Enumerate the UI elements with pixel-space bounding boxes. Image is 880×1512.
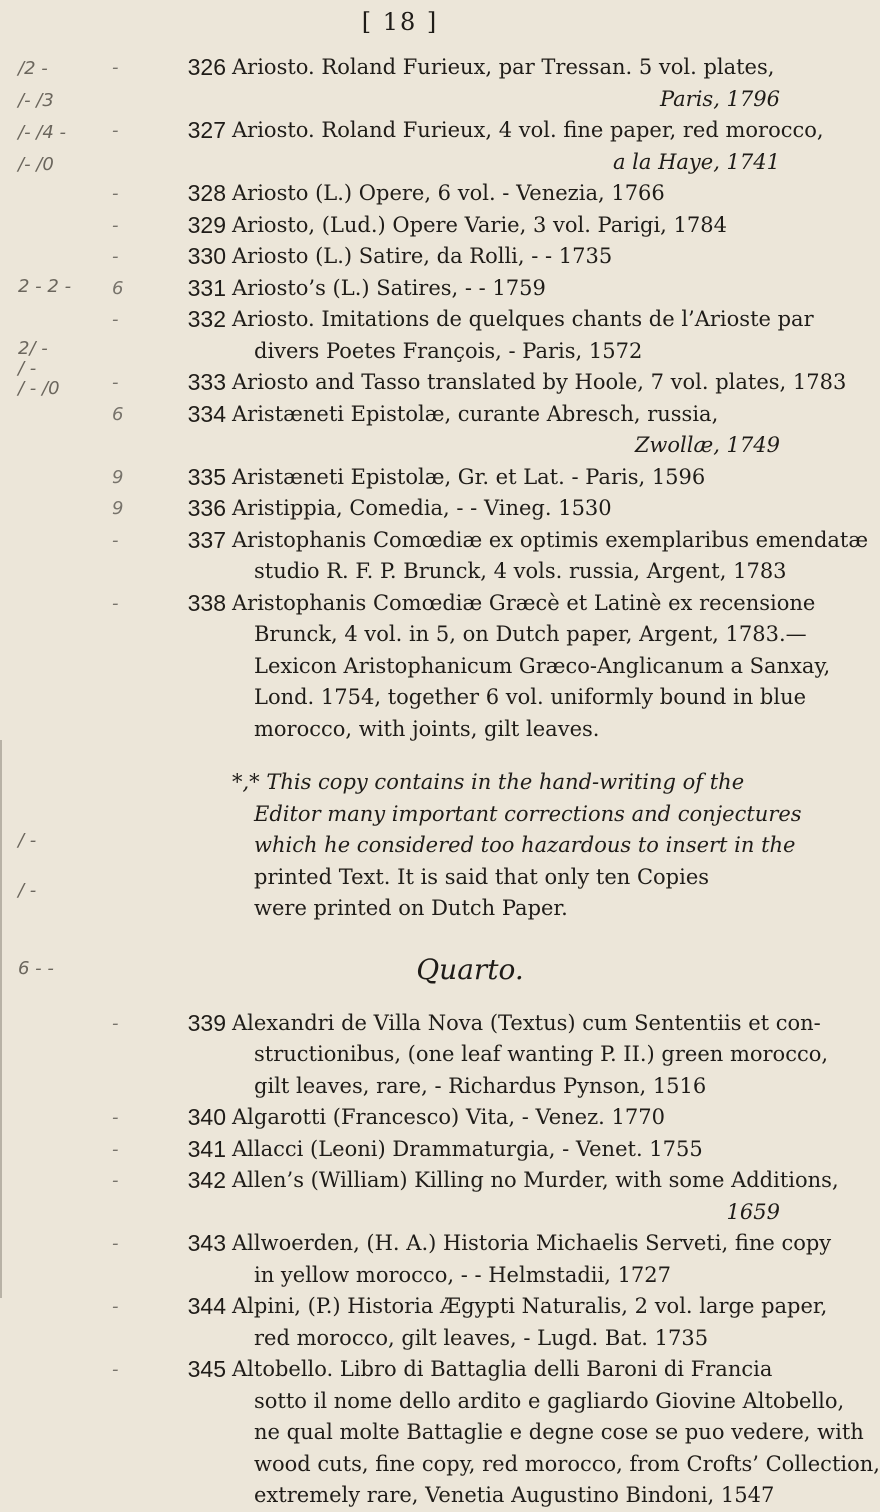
- catalogue-entry: [0, 588, 831, 746]
- catalogue-entry: [0, 52, 800, 115]
- editor-note: [0, 767, 800, 925]
- handwritten-mark: -: [112, 1138, 119, 1160]
- handwritten-mark: 9: [112, 466, 124, 488]
- entry-line-continued: structionibus, (one leaf wanting P. II.) green morocco,: [254, 1042, 829, 1066]
- lot-number: 335: [187, 463, 226, 490]
- entry-line-continued: Lexicon Aristophanicum Græco-Anglicanum a Sanxay,: [254, 653, 831, 678]
- entry-line-continued: extremely rare, Venetia Augustino Bindoni, 1547: [254, 1483, 775, 1507]
- handwritten-mark: -: [112, 1233, 119, 1254]
- entry-line: Aristæneti Epistolæ, Gr. et Lat. - Paris, 1596: [232, 464, 706, 489]
- handwritten-mark: -: [112, 1296, 119, 1317]
- entry-line-continued: red morocco, gilt leaves, - Lugd. Bat. 1735: [254, 1325, 709, 1350]
- lot-number: 333: [187, 369, 226, 395]
- handwritten-mark: -: [112, 372, 119, 393]
- entry-line-continued: Brunck, 4 vol. in 5, on Dutch paper, Argent, 1783.—: [254, 622, 807, 646]
- lot-number: 327: [187, 117, 226, 143]
- page-number: [ 18 ]: [361, 8, 439, 36]
- entry-line-continued: Lond. 1754, together 6 vol. uniformly bound in blue: [254, 685, 807, 709]
- catalogue-entry: [0, 1354, 880, 1512]
- entry-line: Aristophanis Comœdiæ ex optimis exemplaribus emendatæ: [232, 527, 869, 552]
- entry-line-continued: morocco, with joints, gilt leaves.: [254, 716, 600, 741]
- handwritten-mark: -: [112, 214, 119, 236]
- margin-mark: /- /3: [18, 90, 54, 111]
- entries-part-2: [0, 1008, 880, 1512]
- entry-line-continued: in yellow morocco, - - Helmstadii, 1727: [254, 1262, 672, 1287]
- margin-mark: /- /4 -: [18, 122, 67, 143]
- handwritten-mark: -: [112, 592, 119, 614]
- handwritten-mark: 9: [112, 498, 124, 519]
- entry-line-continued: sotto il nome dello ardito e gagliardo Giovine Altobello,: [254, 1388, 845, 1413]
- handwritten-mark: -: [112, 246, 119, 267]
- entry-line: Allacci (Leoni) Drammaturgia, - Venet. 1755: [232, 1136, 703, 1161]
- section-heading: Quarto.: [416, 952, 524, 986]
- entry-line: Allwoerden, (H. A.) Historia Michaelis Serveti, fine copy: [232, 1231, 832, 1255]
- entry-line: Ariosto and Tasso translated by Hoole, 7 vol. plates, 1783: [232, 370, 847, 394]
- entry-line-continued: wood cuts, fine copy, red morocco, from Crofts’ Collection,: [254, 1451, 880, 1476]
- catalogue-entry: [0, 462, 800, 494]
- margin-mark: / -: [18, 830, 37, 851]
- note-line: which he considered too hazardous to insert in the: [254, 833, 796, 857]
- entry-line: Ariosto (L.) Satire, da Rolli, - - 1735: [232, 244, 613, 268]
- entry-line: Aristæneti Epistolæ, curante Abresch, russia,: [232, 401, 719, 426]
- entry-line: Algarotti (Francesco) Vita, - Venez. 1770: [232, 1105, 665, 1129]
- lot-number: 343: [187, 1230, 226, 1256]
- entry-line: Ariosto. Roland Furieux, 4 vol. fine paper, red morocco,: [232, 118, 824, 142]
- entry-imprint: 1659: [726, 1199, 780, 1224]
- lot-number: 332: [187, 306, 226, 332]
- catalogue-entry: [0, 1291, 828, 1354]
- entry-line-continued: studio R. F. P. Brunck, 4 vols. russia, Argent, 1783: [254, 559, 787, 583]
- margin-mark: 2 - 2 -: [18, 276, 72, 297]
- lot-number: 329: [187, 211, 226, 238]
- catalogue-entry: [0, 367, 847, 399]
- handwritten-mark: -: [112, 1107, 119, 1128]
- margin-mark: / -: [18, 358, 37, 379]
- entry-line: Alexandri de Villa Nova (Textus) cum Sententiis et con-: [232, 1010, 821, 1035]
- catalogue-entry: [0, 1228, 832, 1291]
- entry-line-continued: gilt leaves, rare, - Richardus Pynson, 1516: [254, 1073, 707, 1098]
- entry-line: Alpini, (P.) Historia Ægypti Naturalis, 2 vol. large paper,: [232, 1294, 828, 1318]
- lot-number: 340: [187, 1104, 226, 1130]
- handwritten-mark: -: [112, 529, 119, 551]
- catalogue-entry: [0, 525, 869, 588]
- entry-line: Aristippia, Comedia, - - Vineg. 1530: [232, 496, 612, 520]
- lot-number: 337: [187, 526, 226, 553]
- handwritten-mark: -: [112, 183, 119, 204]
- handwritten-mark: -: [112, 57, 119, 78]
- handwritten-mark: -: [112, 120, 119, 141]
- note-line: *,* This copy contains in the hand-writing of the: [232, 770, 745, 794]
- catalogue-entries: [0, 52, 880, 1512]
- handwritten-mark: -: [112, 1170, 119, 1191]
- catalogue-entry: [0, 115, 824, 178]
- catalogue-entry: [0, 493, 800, 525]
- margin-mark: 6 - -: [18, 958, 54, 979]
- margin-mark: 2/ -: [18, 338, 48, 359]
- note-line: were printed on Dutch Paper.: [254, 896, 568, 920]
- catalogue-entry: [0, 241, 800, 273]
- catalogue-entry: [0, 1008, 829, 1103]
- lot-number: 326: [187, 54, 226, 80]
- entry-line: Ariosto, (Lud.) Opere Varie, 3 vol. Parigi, 1784: [232, 212, 727, 237]
- lot-number: 339: [187, 1009, 226, 1036]
- handwritten-mark: 6: [112, 403, 124, 425]
- lot-number: 330: [187, 243, 226, 269]
- catalogue-entry: [0, 304, 814, 367]
- catalogue-entry: [0, 1165, 839, 1228]
- handwritten-mark: -: [112, 309, 119, 330]
- entry-line: Ariosto. Roland Furieux, par Tressan. 5 vol. plates,: [232, 55, 775, 79]
- lot-number: 331: [187, 274, 226, 301]
- entry-imprint: Paris, 1796: [659, 86, 780, 111]
- catalogue-entry: [0, 178, 800, 210]
- note-line: Editor many important corrections and conjectures: [254, 801, 802, 826]
- lot-number: 341: [187, 1135, 226, 1162]
- lot-number: 345: [187, 1356, 226, 1382]
- handwritten-mark: 6: [112, 277, 124, 299]
- lot-number: 334: [187, 400, 226, 427]
- handwritten-mark: -: [112, 1359, 119, 1380]
- margin-mark: / - /0: [18, 378, 60, 399]
- note-line: printed Text. It is said that only ten Copies: [254, 864, 710, 889]
- catalogue-entry: [0, 1102, 800, 1134]
- entry-line: Ariosto. Imitations de quelques chants de l’Arioste par: [232, 307, 814, 331]
- entry-line: Aristophanis Comœdiæ Græcè et Latinè ex recensione: [232, 590, 816, 615]
- entry-line-continued: ne qual molte Battaglie e degne cose se puo vedere, with: [254, 1420, 864, 1444]
- entry-line: Allen’s (William) Killing no Murder, with some Additions,: [232, 1168, 839, 1192]
- lot-number: 338: [187, 589, 226, 616]
- entry-imprint: Zwollæ, 1749: [634, 433, 780, 457]
- entries-part-1: [0, 52, 869, 745]
- catalogue-entry: [0, 273, 800, 305]
- lot-number: 344: [187, 1293, 226, 1319]
- lot-number: 328: [187, 180, 226, 206]
- catalogue-entry: [0, 210, 800, 242]
- handwritten-mark: -: [112, 1012, 119, 1034]
- lot-number: 336: [187, 495, 226, 521]
- entry-line: Ariosto (L.) Opere, 6 vol. - Venezia, 1766: [232, 181, 665, 205]
- entry-imprint: a la Haye, 1741: [612, 149, 780, 174]
- catalogue-entry: [0, 399, 800, 462]
- entry-line: Ariosto’s (L.) Satires, - - 1759: [232, 275, 546, 300]
- catalogue-entry: [0, 1134, 800, 1166]
- margin-mark: /- /0: [18, 154, 54, 175]
- margin-mark: / -: [18, 880, 37, 901]
- margin-mark: /2 -: [18, 58, 48, 79]
- entry-line: Altobello. Libro di Battaglia delli Baroni di Francia: [232, 1357, 773, 1381]
- entry-line-continued: divers Poetes François, - Paris, 1572: [254, 338, 643, 363]
- lot-number: 342: [187, 1167, 226, 1193]
